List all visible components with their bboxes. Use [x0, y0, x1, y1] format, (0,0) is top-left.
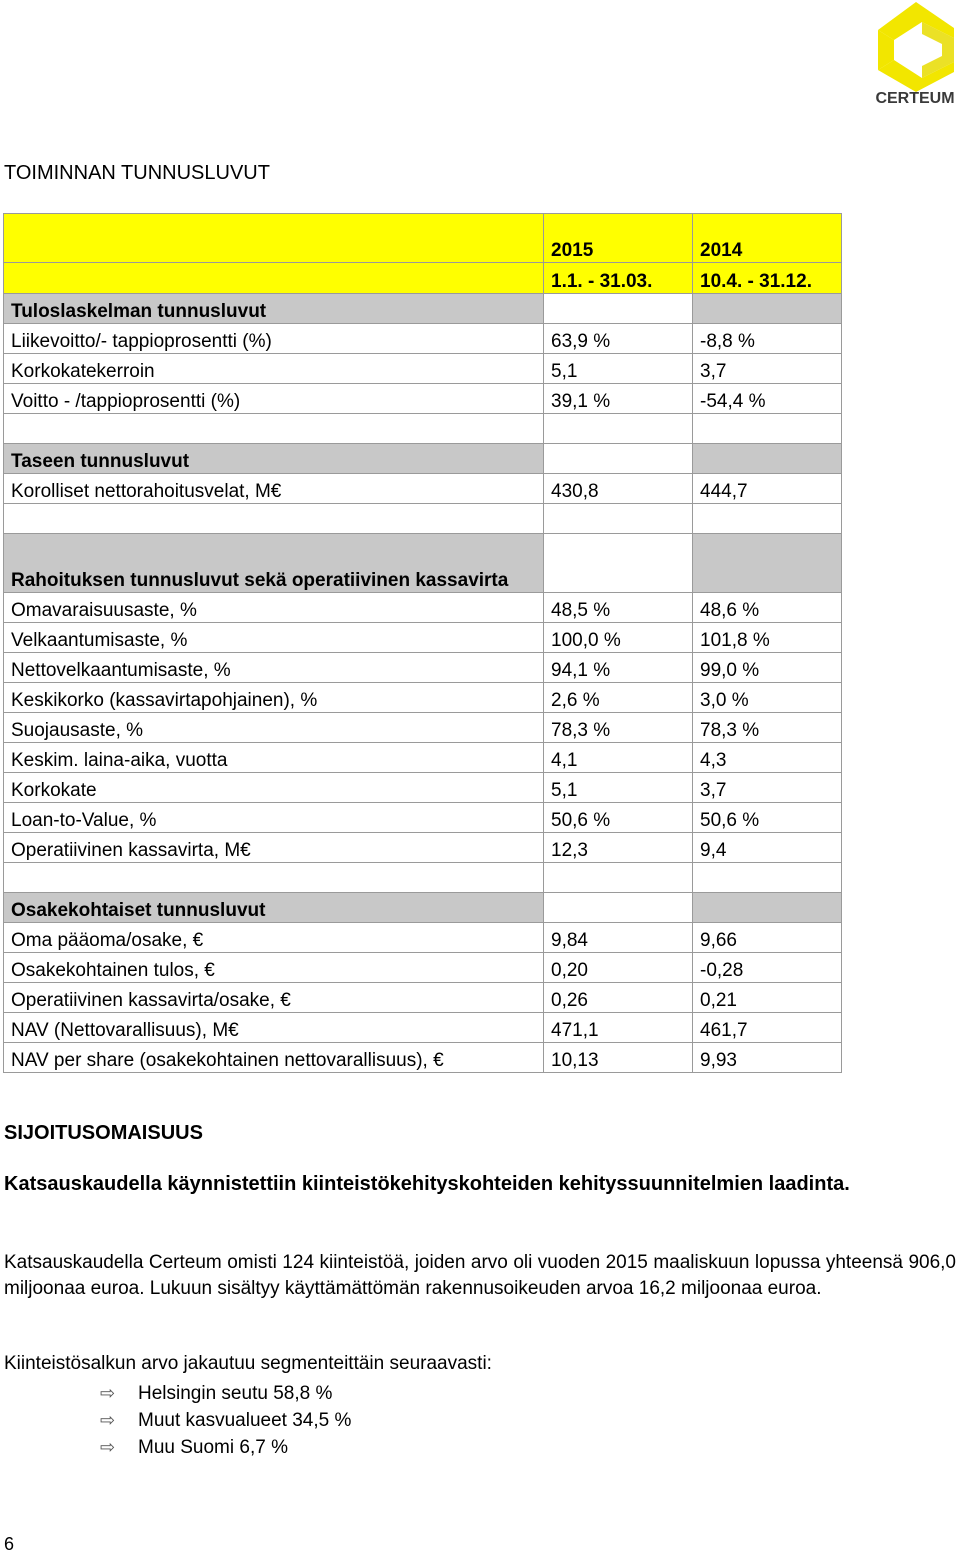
value-2014: 9,4	[693, 833, 842, 863]
year-2014: 2014	[693, 214, 842, 263]
value-2014: 3,7	[693, 354, 842, 384]
table-cell-empty	[693, 863, 842, 893]
table-cell-empty	[693, 414, 842, 444]
value-2015: 94,1 %	[544, 653, 693, 683]
value-2014: 101,8 %	[693, 623, 842, 653]
period-2015: 1.1. - 31.03.	[544, 263, 693, 294]
table-spacer-row	[4, 863, 842, 893]
table-cell-empty	[544, 893, 693, 923]
value-2015: 100,0 %	[544, 623, 693, 653]
key-figures-table	[3, 213, 842, 1073]
row-label: Keskim. laina-aika, vuotta	[4, 743, 544, 773]
value-2014: -54,4 %	[693, 384, 842, 414]
table-cell-empty	[693, 294, 842, 324]
list-item-text: Muu Suomi 6,7 %	[138, 1437, 288, 1458]
table-cell-empty	[4, 263, 544, 294]
value-2015: 471,1	[544, 1013, 693, 1043]
table-cell-empty	[544, 444, 693, 474]
value-2014: 0,21	[693, 983, 842, 1013]
value-2014: 4,3	[693, 743, 842, 773]
list-item-text: Helsingin seutu 58,8 %	[138, 1383, 333, 1404]
row-label: Velkaantumisaste, %	[4, 623, 544, 653]
table-cell-empty	[693, 444, 842, 474]
value-2014: 9,93	[693, 1043, 842, 1073]
value-2014: 78,3 %	[693, 713, 842, 743]
value-2014: -0,28	[693, 953, 842, 983]
row-label: Korolliset nettorahoitusvelat, M€	[4, 474, 544, 504]
row-label: NAV (Nettovarallisuus), M€	[4, 1013, 544, 1043]
table-row	[4, 713, 842, 743]
value-2014: 50,6 %	[693, 803, 842, 833]
table-cell-empty	[4, 504, 544, 534]
value-2015: 39,1 %	[544, 384, 693, 414]
logo-text: CERTEUM	[875, 90, 955, 107]
table-row	[4, 833, 842, 863]
subheading: Katsauskaudella käynnistettiin kiinteistökehityskohteiden kehityssuunnitelmien laadinta.	[4, 1173, 850, 1195]
value-2015: 4,1	[544, 743, 693, 773]
row-label: Korkokatekerroin	[4, 354, 544, 384]
double-arrow-icon: ⇨	[100, 1383, 116, 1403]
list-item-text: Muut kasvualueet 34,5 %	[138, 1410, 352, 1431]
value-2015: 50,6 %	[544, 803, 693, 833]
table-cell-empty	[4, 214, 544, 263]
row-label: Oma pääoma/osake, €	[4, 923, 544, 953]
row-label: Operatiivinen kassavirta, M€	[4, 833, 544, 863]
section-header-label: Taseen tunnusluvut	[4, 444, 544, 474]
table-cell-empty	[693, 893, 842, 923]
value-2014: 99,0 %	[693, 653, 842, 683]
table-row	[4, 803, 842, 833]
certeum-logo-mark	[872, 0, 958, 92]
table-cell-empty	[693, 534, 842, 593]
value-2015: 9,84	[544, 923, 693, 953]
table-spacer-row	[4, 414, 842, 444]
year-2015: 2015	[544, 214, 693, 263]
row-label: Loan-to-Value, %	[4, 803, 544, 833]
table-row	[4, 324, 842, 354]
table-row-years	[4, 214, 842, 263]
value-2015: 63,9 %	[544, 324, 693, 354]
value-2015: 5,1	[544, 773, 693, 803]
list-item	[100, 1407, 351, 1434]
table-row	[4, 983, 842, 1013]
value-2014: -8,8 %	[693, 324, 842, 354]
value-2014: 3,0 %	[693, 683, 842, 713]
value-2015: 0,20	[544, 953, 693, 983]
row-label: NAV per share (osakekohtainen nettovarallisuus), €	[4, 1043, 544, 1073]
table-row	[4, 593, 842, 623]
table-section-header	[4, 444, 842, 474]
row-label: Korkokate	[4, 773, 544, 803]
table-cell-empty	[544, 534, 693, 593]
list-item	[100, 1434, 351, 1461]
table-row-periods	[4, 263, 842, 294]
row-label: Suojausaste, %	[4, 713, 544, 743]
value-2014: 9,66	[693, 923, 842, 953]
value-2015: 48,5 %	[544, 593, 693, 623]
certeum-logo	[872, 0, 958, 116]
value-2014: 461,7	[693, 1013, 842, 1043]
table-row	[4, 474, 842, 504]
segment-list	[100, 1380, 351, 1461]
table-row	[4, 743, 842, 773]
row-label: Osakekohtainen tulos, €	[4, 953, 544, 983]
table-spacer-row	[4, 504, 842, 534]
table-row	[4, 923, 842, 953]
table-cell-empty	[544, 294, 693, 324]
table-row	[4, 773, 842, 803]
row-label: Liikevoitto/- tappioprosentti (%)	[4, 324, 544, 354]
double-arrow-icon: ⇨	[100, 1437, 116, 1457]
table-cell-empty	[544, 414, 693, 444]
section-title-sijoitusomaisuus: SIJOITUSOMAISUUS	[4, 1122, 203, 1144]
table-cell-empty	[4, 414, 544, 444]
table-section-header	[4, 534, 842, 593]
value-2015: 2,6 %	[544, 683, 693, 713]
table-row	[4, 354, 842, 384]
value-2015: 5,1	[544, 354, 693, 384]
row-label: Nettovelkaantumisaste, %	[4, 653, 544, 683]
section-header-label: Rahoituksen tunnusluvut sekä operatiivinen kassavirta	[4, 534, 544, 593]
row-label: Operatiivinen kassavirta/osake, €	[4, 983, 544, 1013]
table-row	[4, 653, 842, 683]
section-header-label: Tuloslaskelman tunnusluvut	[4, 294, 544, 324]
period-2014: 10.4. - 31.12.	[693, 263, 842, 294]
row-label: Omavaraisuusaste, %	[4, 593, 544, 623]
table-row	[4, 1043, 842, 1073]
table-section-header	[4, 893, 842, 923]
row-label: Voitto - /tappioprosentti (%)	[4, 384, 544, 414]
table-row	[4, 1013, 842, 1043]
value-2015: 12,3	[544, 833, 693, 863]
table-row	[4, 384, 842, 414]
table-row	[4, 683, 842, 713]
row-label: Keskikorko (kassavirtapohjainen), %	[4, 683, 544, 713]
value-2014: 444,7	[693, 474, 842, 504]
table-cell-empty	[4, 863, 544, 893]
paragraph-segments: Kiinteistösalkun arvo jakautuu segmenteittäin seuraavasti:	[4, 1353, 492, 1374]
table-cell-empty	[693, 504, 842, 534]
paragraph-portfolio: Katsauskaudella Certeum omisti 124 kiinteistöä, joiden arvo oli vuoden 2015 maaliskuun lopussa yhteensä 906,0 miljoonaa euroa. Lukuun sisältyy käyttämättömän rakennusoikeuden arvoa 16,2 miljoonaa euroa.	[4, 1252, 956, 1299]
value-2015: 10,13	[544, 1043, 693, 1073]
table-cell-empty	[544, 504, 693, 534]
value-2014: 48,6 %	[693, 593, 842, 623]
table-section-header	[4, 294, 842, 324]
value-2014: 3,7	[693, 773, 842, 803]
value-2015: 0,26	[544, 983, 693, 1013]
table-cell-empty	[544, 863, 693, 893]
page-number: 6	[4, 1534, 15, 1554]
section-header-label: Osakekohtaiset tunnusluvut	[4, 893, 544, 923]
table-row	[4, 953, 842, 983]
value-2015: 430,8	[544, 474, 693, 504]
section-title-tunnusluvut: TOIMINNAN TUNNUSLUVUT	[4, 162, 270, 184]
double-arrow-icon: ⇨	[100, 1410, 116, 1430]
list-item	[100, 1380, 351, 1407]
table-row	[4, 623, 842, 653]
value-2015: 78,3 %	[544, 713, 693, 743]
